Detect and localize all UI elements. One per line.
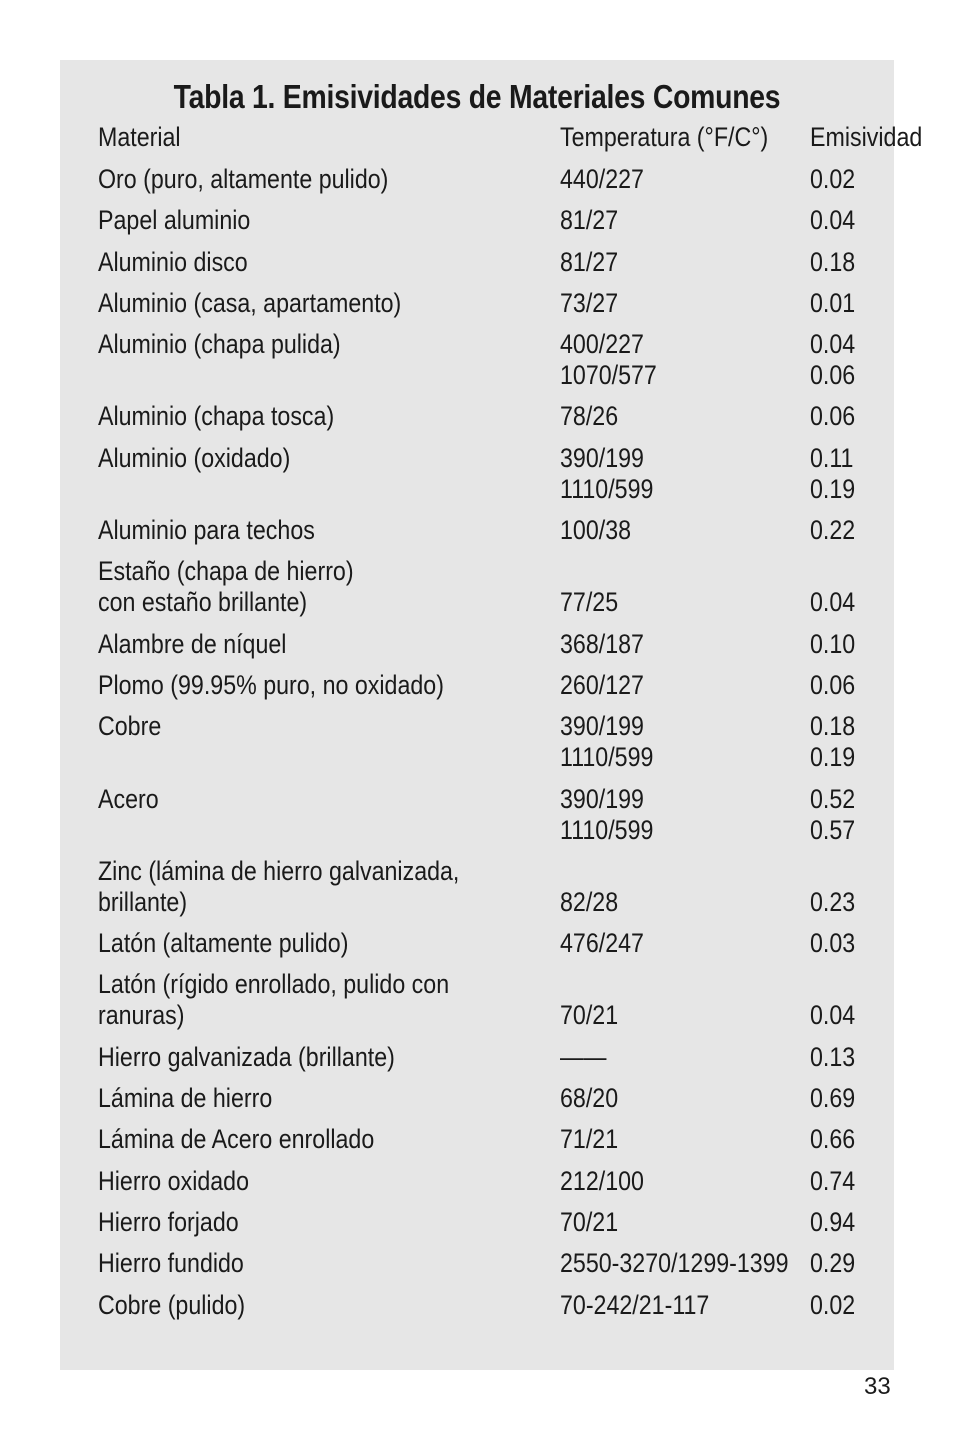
material-cell: Hierro galvanizada (brillante) bbox=[98, 1041, 395, 1072]
material-cell: Cobre bbox=[98, 711, 162, 742]
table-row: Cobre (pulido) 70-242/21-117 0.02 bbox=[98, 1289, 856, 1320]
material-cell: Aluminio (oxidado) bbox=[98, 442, 291, 473]
header-material: Material bbox=[98, 122, 181, 152]
material-cell: Latón (altamente pulido) bbox=[98, 928, 349, 959]
material-cell: Aluminio (chapa pulida) bbox=[98, 329, 341, 360]
table-row: Estaño (chapa de hierro) con estaño brillante) 77/25 0.04 bbox=[98, 556, 856, 618]
material-cell: Papel aluminio bbox=[98, 205, 251, 236]
table-row: Hierro oxidado 212/100 0.74 bbox=[98, 1165, 856, 1196]
table-row: Aluminio (casa, apartamento) 73/27 0.01 bbox=[98, 287, 856, 318]
material-cell: Acero bbox=[98, 783, 159, 814]
table-row: Plomo (99.95% puro, no oxidado) 260/127 0.06 bbox=[98, 669, 856, 700]
emissivity-table bbox=[98, 122, 923, 1331]
material-cell: Lámina de Acero enrollado bbox=[98, 1124, 375, 1155]
table-title: Tabla 1. Emisividades de Materiales Comunes bbox=[173, 78, 781, 115]
table-row: Zinc (lámina de hierro galvanizada, brillante) 82/28 0.23 bbox=[98, 855, 856, 917]
table-row: Latón (rígido enrollado, pulido con ranuras) 70/21 0.04 bbox=[98, 969, 856, 1031]
table-row: Alambre de níquel 368/187 0.10 bbox=[98, 628, 856, 659]
material-cell: Cobre (pulido) bbox=[98, 1289, 246, 1320]
table-row: Hierro galvanizada (brillante) —— 0.13 bbox=[98, 1041, 856, 1072]
material-cell: Plomo (99.95% puro, no oxidado) bbox=[98, 669, 444, 700]
table-row: Lámina de hierro 68/20 0.69 bbox=[98, 1083, 856, 1114]
table-row: Hierro forjado 70/21 0.94 bbox=[98, 1206, 856, 1237]
table-row: Aluminio disco 81/27 0.18 bbox=[98, 246, 856, 277]
material-cell: Aluminio (chapa tosca) bbox=[98, 401, 335, 432]
material-cell: Aluminio para techos bbox=[98, 515, 315, 546]
table-row: Hierro fundido 2550-3270/1299-1399 0.29 bbox=[98, 1248, 856, 1279]
table-row: Lámina de Acero enrollado 71/21 0.66 bbox=[98, 1124, 856, 1155]
material-cell: Zinc (lámina de hierro galvanizada, brillante) bbox=[98, 855, 460, 917]
material-cell: Alambre de níquel bbox=[98, 628, 287, 659]
material-cell: Latón (rígido enrollado, pulido con ranuras) bbox=[98, 969, 450, 1031]
table-row: Oro (puro, altamente pulido) 440/227 0.02 bbox=[98, 164, 856, 194]
table-header-row: Material Temperatura (°F/C°) Emisividad bbox=[98, 122, 923, 152]
table-row: Cobre 390/199 1110/599 0.18 0.19 bbox=[98, 711, 856, 773]
material-cell: Aluminio disco bbox=[98, 246, 248, 277]
material-cell: Estaño (chapa de hierro) con estaño brillante) bbox=[98, 556, 354, 618]
page-number: 33 bbox=[864, 1373, 891, 1400]
table-row: Acero 390/199 1110/599 0.52 0.57 bbox=[98, 783, 856, 845]
table-panel bbox=[60, 60, 923, 1370]
material-cell: Lámina de hierro bbox=[98, 1083, 273, 1114]
table-row: Papel aluminio 81/27 0.04 bbox=[98, 205, 856, 236]
material-cell: Hierro fundido bbox=[98, 1248, 244, 1279]
table-row: Aluminio (chapa tosca) 78/26 0.06 bbox=[98, 401, 856, 432]
table-row: Aluminio para techos 100/38 0.22 bbox=[98, 515, 856, 546]
material-cell: Oro (puro, altamente pulido) bbox=[98, 164, 389, 194]
material-cell: Hierro forjado bbox=[98, 1206, 239, 1237]
material-cell: Hierro oxidado bbox=[98, 1165, 250, 1196]
table-row: Latón (altamente pulido) 476/247 0.03 bbox=[98, 928, 856, 959]
material-cell: Aluminio (casa, apartamento) bbox=[98, 287, 402, 318]
table-row: Aluminio (chapa pulida) 400/227 1070/577 0.04 0.06 bbox=[98, 329, 856, 391]
table-row: Aluminio (oxidado) 390/199 1110/599 0.11 0.19 bbox=[98, 442, 856, 504]
